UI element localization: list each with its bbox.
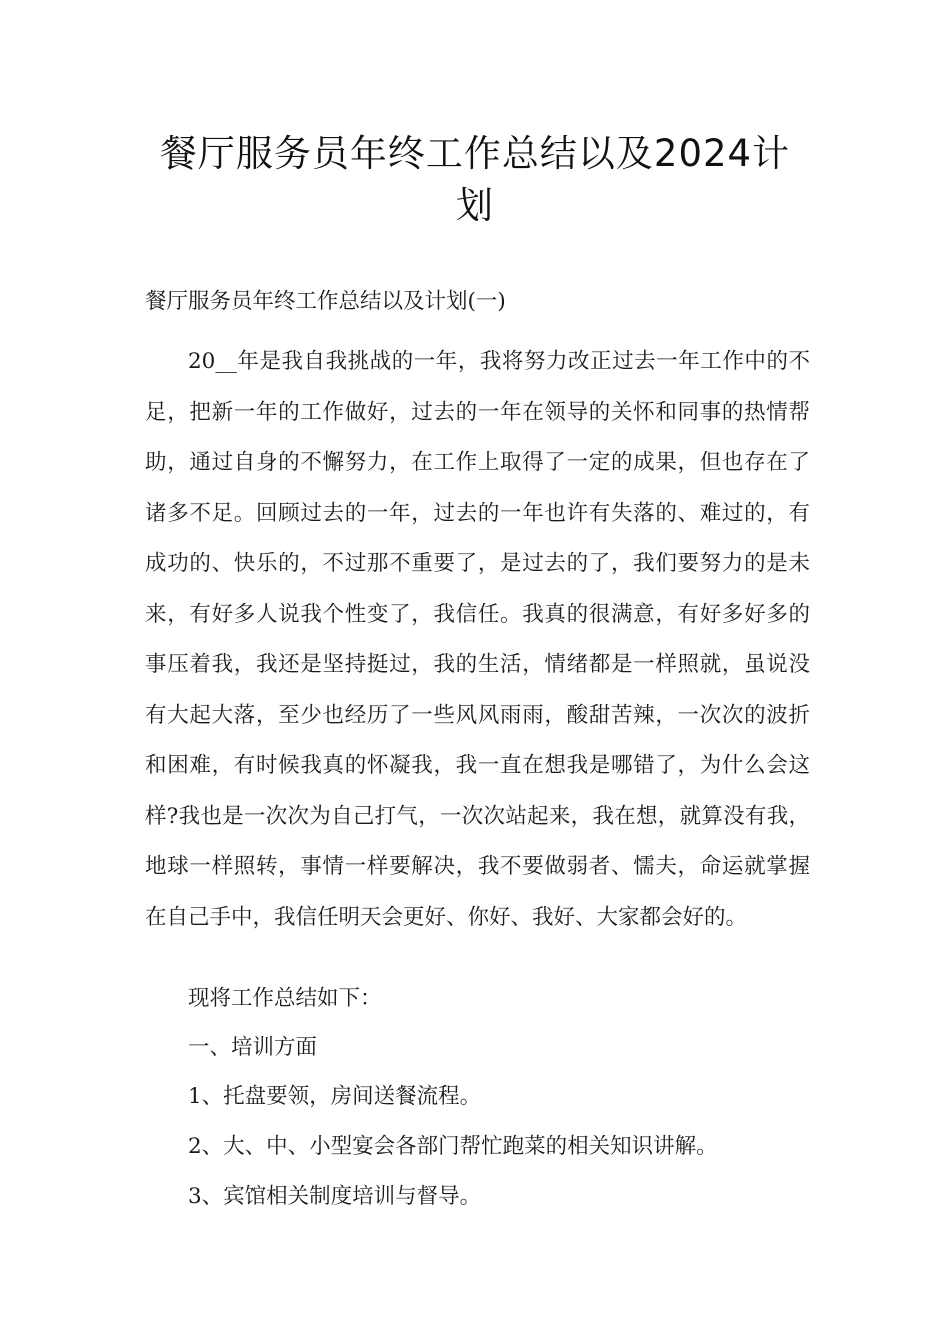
summary-intro: 现将工作总结如下： — [188, 986, 382, 1011]
intro-paragraph: 20__年是我自我挑战的一年，我将努力改正过去一年工作中的不足，把新一年的工作做好，过去的一年在领导的关怀和同事的热情帮助，通过自身的不懈努力，在工作上取得了一定的成果，但也存在了诸多不足。回顾过去的一年，过去的一年也许有失落的、难过的，有成功的、快乐的，不过那不重要了，是过去的了，我们要努力的是未来，有好多人说我个性变了，我信任。我真的很满意，有好多好多的事压着我，我还是坚持挺过，我的生活，情绪都是一样照就，虽说没有大起大落，至少也经历了一些风风雨雨，酸甜苦辣，一次次的波折和困难，有时候我真的怀凝我，我一直在想我是哪错了，为什么会这样?我也是一次次为自己打气，一次次站起来，我在想，就算没有我，地球一样照转，事情一样要解决，我不要做弱者、懦夫，命运就掌握在自己手中，我信任明天会更好、你好、我好、大家都会好的。 — [145, 349, 810, 930]
list-item: 3、宾馆相关制度培训与督导。 — [188, 1184, 482, 1209]
document-title: 餐厅服务员年终工作总结以及2024计划 — [159, 132, 791, 227]
section-heading-training: 一、培训方面 — [188, 1035, 318, 1060]
document-subtitle: 餐厅服务员年终工作总结以及计划(一) — [145, 289, 506, 314]
list-item: 1、托盘要领，房间送餐流程。 — [188, 1084, 482, 1109]
list-item: 2、大、中、小型宴会各部门帮忙跑菜的相关知识讲解。 — [188, 1134, 718, 1159]
